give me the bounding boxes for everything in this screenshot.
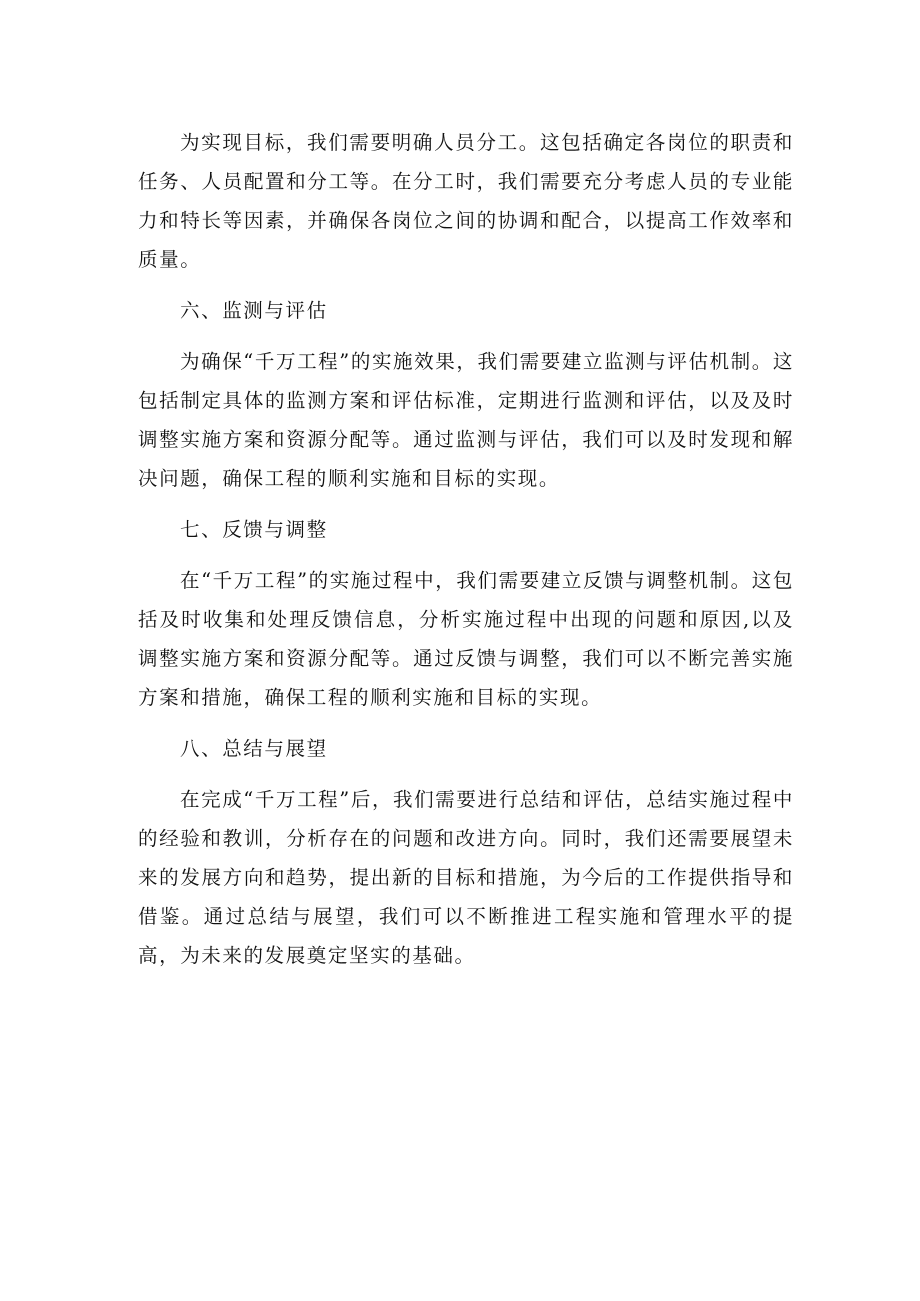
section-heading-summary: 八、总结与展望 [180,737,328,760]
paragraph-feedback: 在“千万工程”的实施过程中，我们需要建立反馈与调整机制。这包括及时收集和处理反馈信息，分析实施过程中出现的问题和原因,以及调整实施方案和资源分配等。通过反馈与调整，我们可以不断完善实施方案和措施，确保工程的顺利实施和目标的实现。 [138,569,794,709]
section-heading-feedback: 七、反馈与调整 [180,518,328,541]
paragraph-staffing: 为实现目标，我们需要明确人员分工。这包括确定各岗位的职责和任务、人员配置和分工等。在分工时，我们需要充分考虑人员的专业能力和特长等因素，并确保各岗位之间的协调和配合，以提高工作效率和质量。 [138,131,794,271]
document-body [138,123,794,975]
paragraph-summary: 在完成“千万工程”后，我们需要进行总结和评估，总结实施过程中的经验和教训，分析存在的问题和改进方向。同时，我们还需要展望未来的发展方向和趋势，提出新的目标和措施，为今后的工作提供指导和借鉴。通过总结与展望，我们可以不断推进工程实施和管理水平的提高，为未来的发展奠定坚实的基础。 [138,788,794,967]
section-heading-monitoring: 六、监测与评估 [180,299,328,322]
paragraph-monitoring: 为确保“千万工程”的实施效果，我们需要建立监测与评估机制。这包括制定具体的监测方案和评估标准，定期进行监测和评估，以及及时调整实施方案和资源分配等。通过监测与评估，我们可以及时发现和解决问题，确保工程的顺利实施和目标的实现。 [138,350,794,490]
